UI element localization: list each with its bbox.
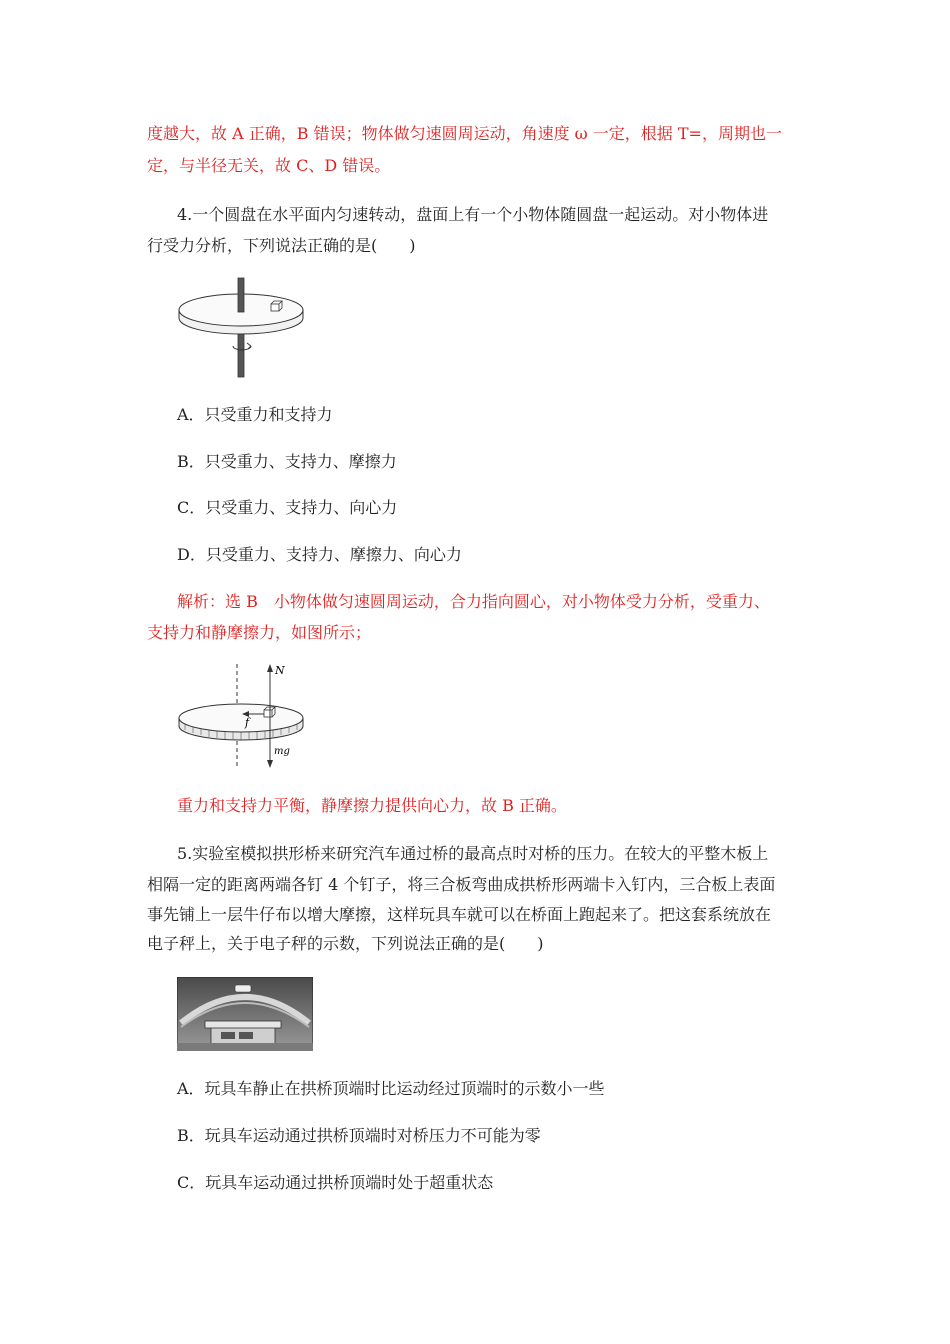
q5-stem-line-1: 5.实验室模拟拱形桥来研究汽车通过桥的最高点时对桥的压力。在较大的平整木板上 — [177, 844, 769, 863]
rotating-disc-figure — [175, 276, 315, 380]
q5-stem-line-4: 电子秤上，关于电子秤的示数，下列说法正确的是( ) — [147, 934, 544, 953]
q4-stem-line-2: 行受力分析，下列说法正确的是( ) — [147, 236, 416, 255]
q5-option-c: C．玩具车运动通过拱桥顶端时处于超重状态 — [177, 1173, 494, 1192]
q4-analysis-line-2: 支持力和静摩擦力，如图所示； — [147, 623, 372, 642]
q4-option-a: A．只受重力和支持力 — [177, 405, 333, 424]
q4-conclusion: 重力和支持力平衡，静摩擦力提供向心力，故 B 正确。 — [177, 796, 567, 815]
q4-option-d: D．只受重力、支持力、摩擦力、向心力 — [177, 545, 462, 564]
q4-option-c: C．只受重力、支持力、向心力 — [177, 498, 398, 517]
prev-answer-line-2: 定，与半径无关，故 C、D 错误。 — [147, 156, 391, 175]
q4-analysis-line-1: 解析：选 B 小物体做匀速圆周运动，合力指向圆心，对小物体受力分析，受重力、 — [177, 592, 770, 611]
q4-stem-line-1: 4.一个圆盘在水平面内匀速转动，盘面上有一个小物体随圆盘一起运动。对小物体进 — [177, 205, 769, 224]
q5-option-a: A．玩具车静止在拱桥顶端时比运动经过顶端时的示数小一些 — [177, 1079, 605, 1098]
q5-stem-line-2: 相隔一定的距离两端各钉 4 个钉子，将三合板弯曲成拱桥形两端卡入钉内，三合板上表面 — [147, 875, 776, 894]
q5-option-b: B．玩具车运动通过拱桥顶端时对桥压力不可能为零 — [177, 1126, 541, 1145]
force-diagram-figure — [175, 660, 315, 772]
arch-bridge-scale-photo — [177, 977, 313, 1051]
normal-force-label: N — [275, 664, 285, 677]
prev-answer-line-1: 度越大，故 A 正确，B 错误；物体做匀速圆周运动，角速度 ω 一定，根据 T=，周期也一 — [147, 124, 782, 143]
friction-label: f — [245, 716, 250, 729]
gravity-label: mg — [274, 746, 290, 757]
q5-stem-line-3: 事先铺上一层牛仔布以增大摩擦，这样玩具车就可以在桥面上跑起来了。把这套系统放在 — [147, 905, 772, 924]
q4-option-b: B．只受重力、支持力、摩擦力 — [177, 452, 397, 471]
